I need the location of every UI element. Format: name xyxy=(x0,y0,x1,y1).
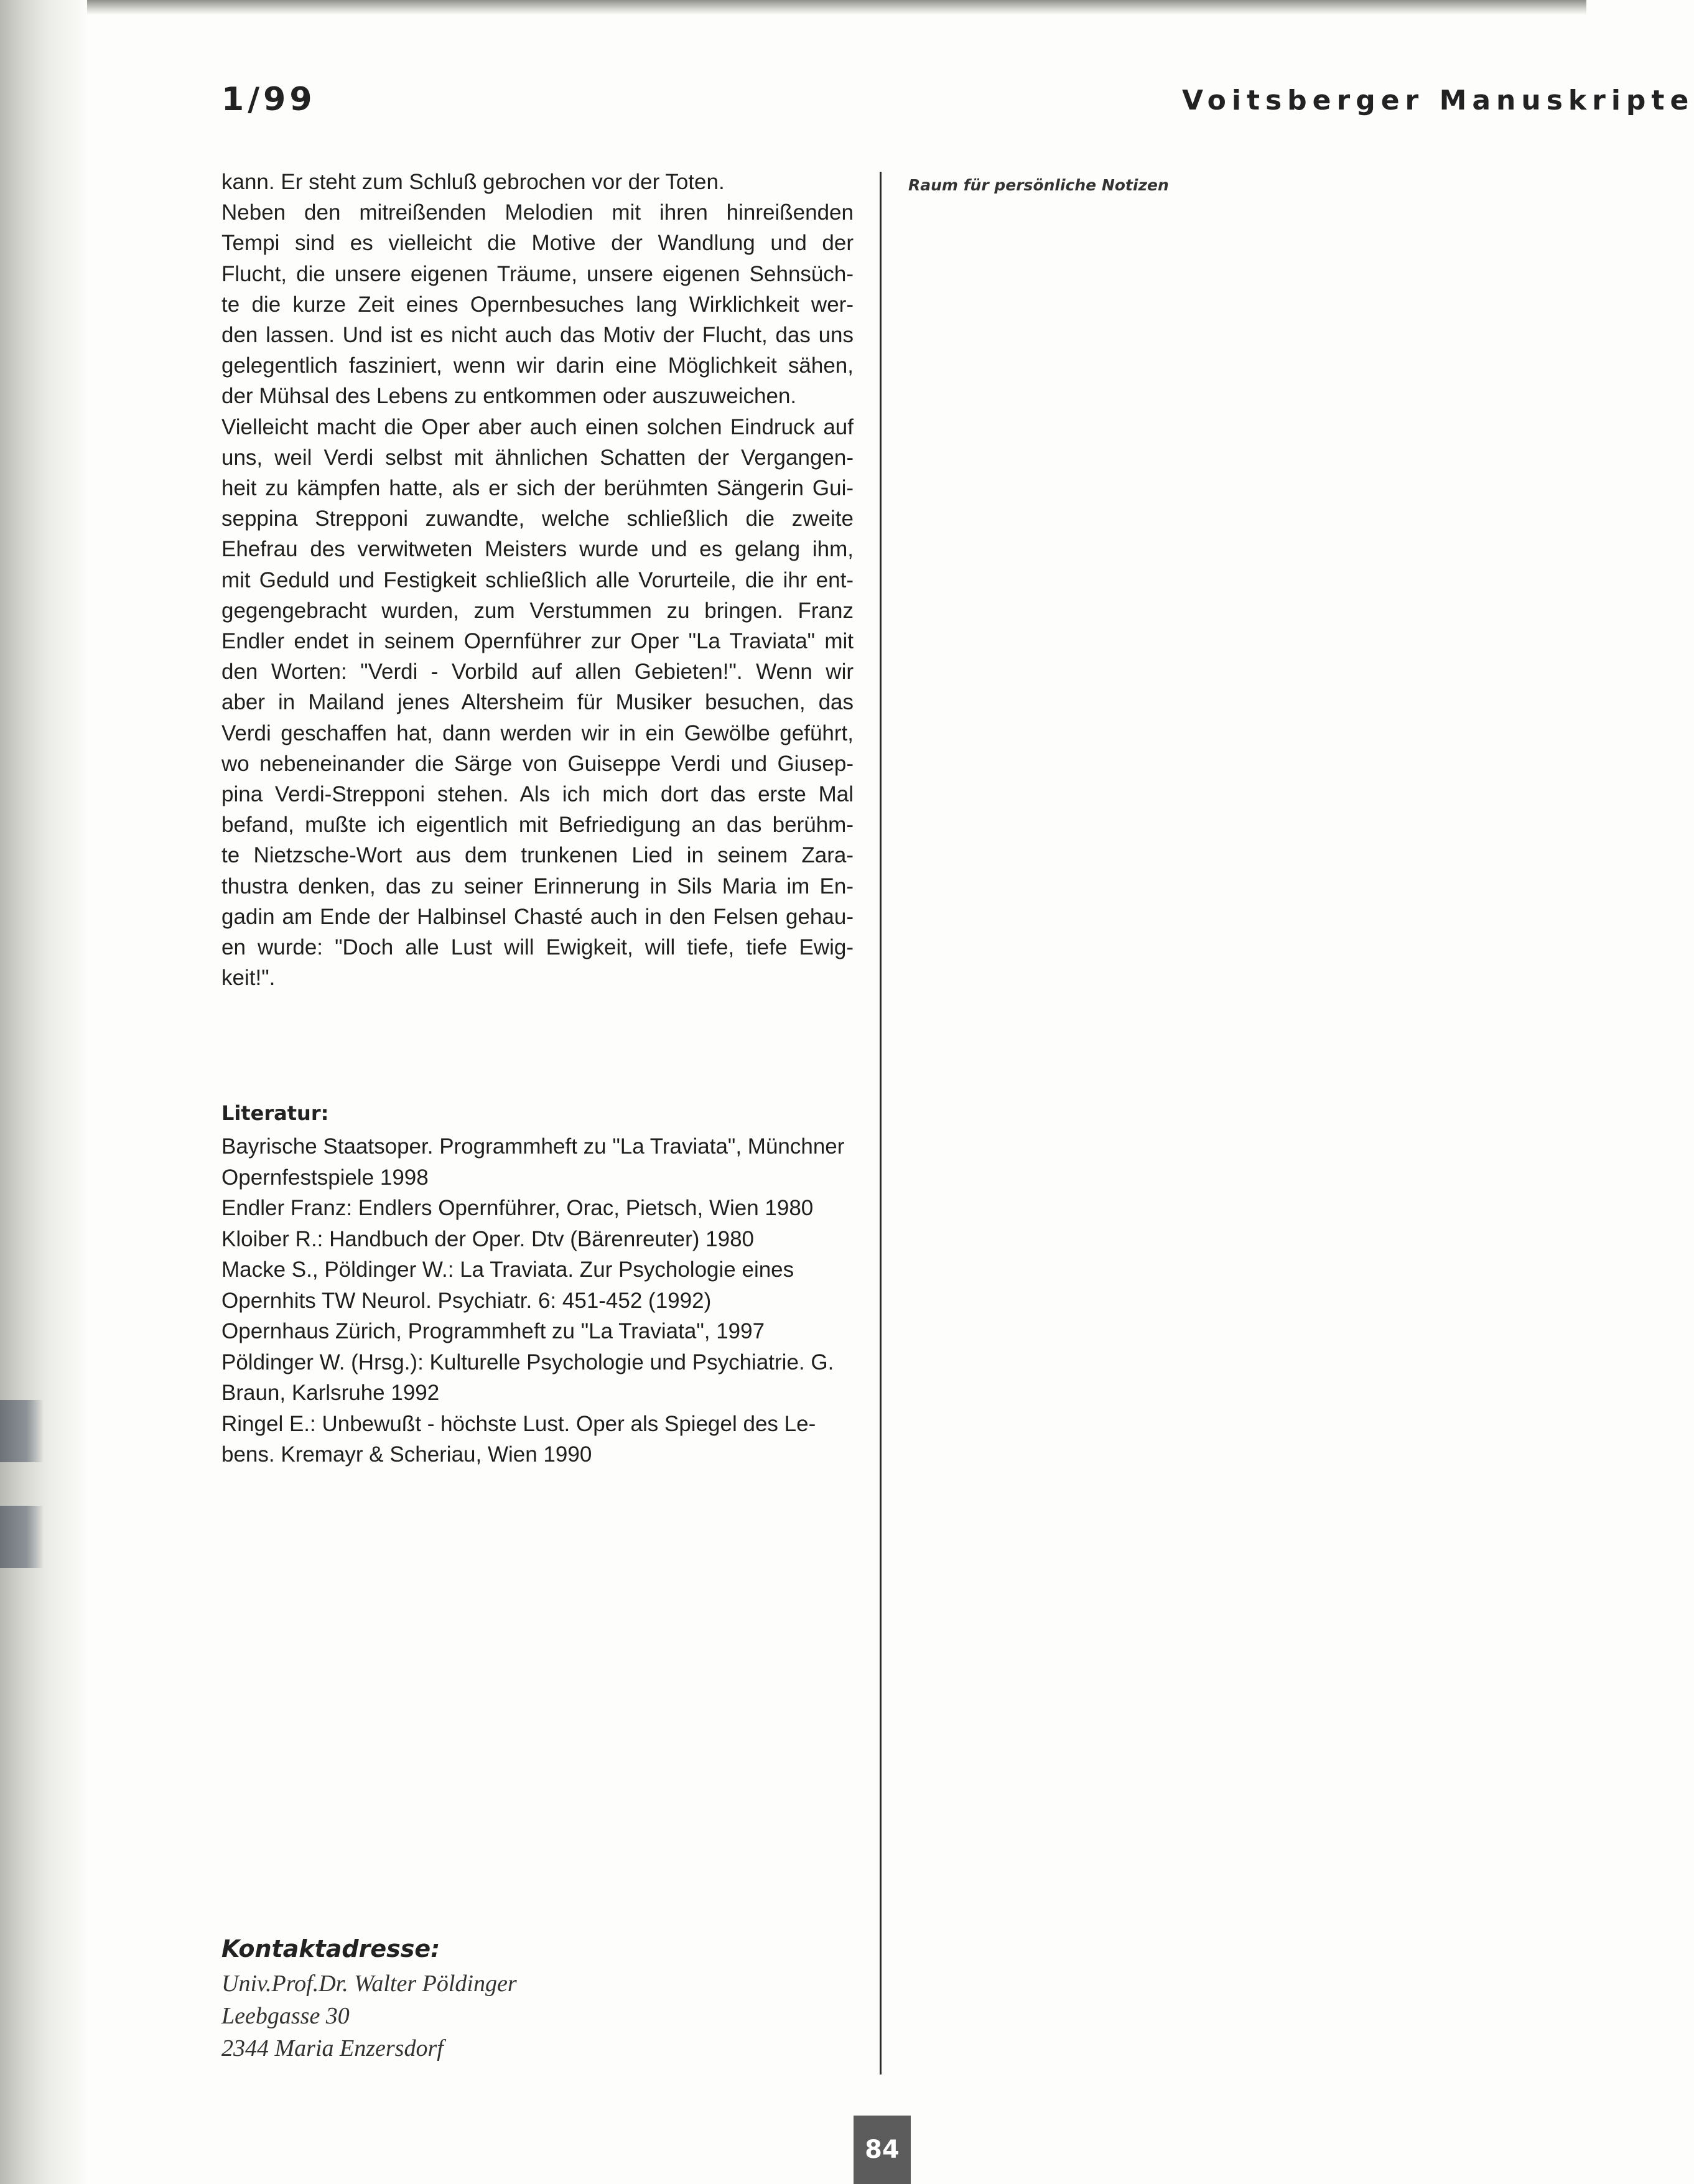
contact-address xyxy=(221,1967,517,2065)
binding-band-marker xyxy=(0,1506,44,1568)
body-line: kann. Er steht zum Schluß gebrochen vor der Toten. xyxy=(221,170,725,194)
contact-line: Leebgasse 30 xyxy=(221,2003,350,2029)
page-number-text: 84 xyxy=(865,2135,900,2164)
body-line: gegengebracht wurden, zum Verstummen zu bringen. Franz xyxy=(221,598,854,623)
body-line: te die kurze Zeit eines Opernbesuches lang Wirklichkeit wer- xyxy=(221,292,854,317)
body-line: te Nietzsche-Wort aus dem trunkenen Lied in seinem Zara- xyxy=(221,843,854,868)
literature-line: Braun, Karlsruhe 1992 xyxy=(221,1381,440,1405)
contact-line: Univ.Prof.Dr. Walter Pöldinger xyxy=(221,1971,517,1997)
literature-line: Pöldinger W. (Hrsg.): Kulturelle Psychologie und Psychiatrie. G. xyxy=(221,1350,834,1374)
body-line: Verdi geschaffen hat, dann werden wir in ein Gewölbe geführt, xyxy=(221,721,854,745)
body-line: der Mühsal des Lebens zu entkommen oder auszuweichen. xyxy=(221,384,797,409)
body-line: wo nebeneinander die Särge von Guiseppe Verdi und Giusep- xyxy=(221,751,854,776)
body-line: pina Verdi-Strepponi stehen. Als ich mich dort das erste Mal xyxy=(221,782,854,807)
contact-line: 2344 Maria Enzersdorf xyxy=(221,2035,444,2061)
body-paragraph xyxy=(221,167,854,993)
literature-line: Ringel E.: Unbewußt - höchste Lust. Oper als Spiegel des Le- xyxy=(221,1411,816,1436)
body-line: Neben den mitreißenden Melodien mit ihren hinreißenden xyxy=(221,200,854,225)
page-top-shadow xyxy=(87,0,1586,15)
literature-line: Opernhaus Zürich, Programmheft zu "La Traviata", 1997 xyxy=(221,1319,765,1343)
literature-line: Kloiber R.: Handbuch der Oper. Dtv (Bärenreuter) 1980 xyxy=(221,1226,754,1251)
literature-list xyxy=(221,1131,854,1470)
literature-line: bens. Kremayr & Scheriau, Wien 1990 xyxy=(221,1442,592,1467)
contact-heading: Kontaktadresse: xyxy=(221,1935,440,1962)
notes-label: Raum für persönliche Notizen xyxy=(908,176,1169,194)
body-line: gadin am Ende der Halbinsel Chasté auch in den Felsen gehau- xyxy=(221,904,854,929)
body-line: Vielleicht macht die Oper aber auch einen solchen Eindruck auf xyxy=(221,414,854,439)
body-line: Ehefrau des verwitweten Meisters wurde und es gelang ihm, xyxy=(221,537,854,562)
body-line: thustra denken, das zu seiner Erinnerung in Sils Maria im En- xyxy=(221,874,854,898)
page-number xyxy=(854,2116,911,2184)
body-line: den lassen. Und ist es nicht auch das Motiv der Flucht, das uns xyxy=(221,323,854,348)
literature-heading: Literatur: xyxy=(221,1101,329,1125)
literature-line: Macke S., Pöldinger W.: La Traviata. Zur Psychologie eines xyxy=(221,1258,794,1282)
main-column xyxy=(221,167,854,993)
body-line: gelegentlich fasziniert, wenn wir darin eine Möglichkeit sähen, xyxy=(221,353,854,378)
literature-line: Endler Franz: Endlers Opernführer, Orac, Pietsch, Wien 1980 xyxy=(221,1196,814,1220)
book-binding-edge xyxy=(0,0,87,2184)
body-line: Flucht, die unsere eigenen Träume, unsere eigenen Sehnsüch- xyxy=(221,261,854,286)
literature-line: Opernfestspiele 1998 xyxy=(221,1165,429,1190)
literature-line: Opernhits TW Neurol. Psychiatr. 6: 451-452 (1992) xyxy=(221,1288,712,1313)
body-line: aber in Mailand jenes Altersheim für Musiker besuchen, das xyxy=(221,690,854,715)
body-line: den Worten: "Verdi - Vorbild auf allen Gebieten!". Wenn wir xyxy=(221,660,854,684)
body-line: keit!". xyxy=(221,966,276,991)
body-line: Tempi sind es vielleicht die Motive der Wandlung und der xyxy=(221,231,854,256)
literature-line: Bayrische Staatsoper. Programmheft zu "La Traviata", Münchner xyxy=(221,1134,845,1159)
binding-band-marker xyxy=(0,1400,44,1462)
body-line: Endler endet in seinem Opernführer zur Oper "La Traviata" mit xyxy=(221,629,854,654)
issue-number: 1/99 xyxy=(221,81,316,118)
body-line: befand, mußte ich eigentlich mit Befriedigung an das berühm- xyxy=(221,813,854,838)
body-line: heit zu kämpfen hatte, als er sich der berühmten Sängerin Gui- xyxy=(221,476,854,501)
body-line: mit Geduld und Festigkeit schließlich alle Vorurteile, die ihr ent- xyxy=(221,567,854,592)
column-divider xyxy=(880,172,882,2074)
journal-title: Voitsberger Manuskripte xyxy=(1182,85,1694,116)
body-line: en wurde: "Doch alle Lust will Ewigkeit, will tiefe, tiefe Ewig- xyxy=(221,935,854,960)
body-line: uns, weil Verdi selbst mit ähnlichen Schatten der Vergangen- xyxy=(221,445,854,470)
body-line: seppina Strepponi zuwandte, welche schließlich die zweite xyxy=(221,506,854,531)
